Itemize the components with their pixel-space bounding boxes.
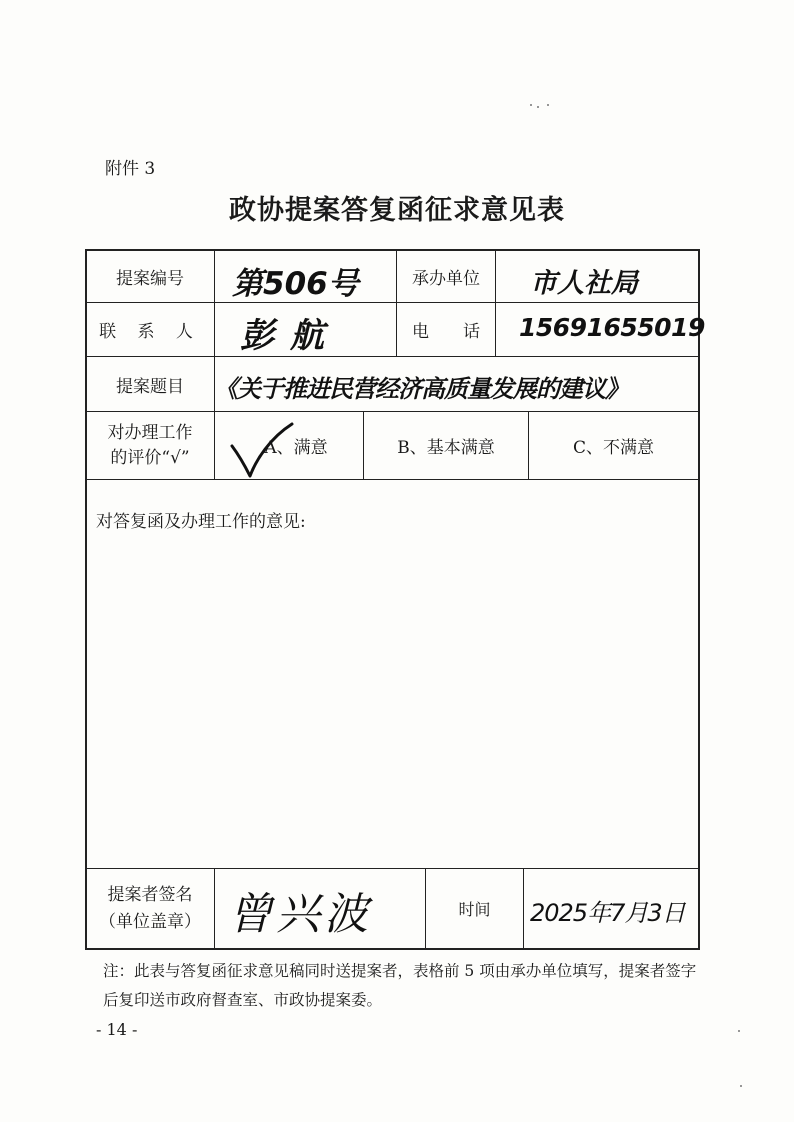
- scan-speck: [530, 104, 532, 106]
- undertaking-unit-label: 承办单位: [412, 268, 480, 289]
- contact-person-label: 联 系 人: [99, 322, 201, 342]
- signer-label-line1: 提案者签名: [107, 884, 193, 905]
- proposal-topic-label: 提案题目: [116, 376, 184, 397]
- attachment-label: 附件 3: [105, 159, 156, 179]
- time-label: 时间: [458, 900, 491, 919]
- evaluation-label-line2: 的评价“√”: [110, 447, 190, 468]
- signer-label-line2: （单位盖章）: [99, 911, 201, 932]
- opinion-text-area[interactable]: [90, 535, 695, 863]
- proposal-number-label: 提案编号: [116, 268, 184, 289]
- proposal-number-value[interactable]: 第506号: [232, 266, 359, 302]
- form-title: 政协提案答复函征求意见表: [229, 195, 565, 226]
- option-basically-satisfied[interactable]: B、基本满意: [397, 438, 495, 458]
- contact-person-value[interactable]: 彭航: [240, 316, 340, 356]
- evaluation-label-line1: 对办理工作: [107, 422, 193, 443]
- evaluation-label: [86, 412, 214, 479]
- page-number: - 14 -: [96, 1020, 138, 1039]
- checkmark-icon: [226, 420, 296, 484]
- signer-signature[interactable]: 曾兴波: [228, 889, 372, 940]
- option-not-satisfied[interactable]: C、不满意: [572, 438, 654, 458]
- scan-speck: [738, 1030, 740, 1032]
- scan-speck: [537, 106, 539, 108]
- phone-value[interactable]: 15691655019: [519, 313, 705, 342]
- scan-speck: [547, 104, 549, 106]
- undertaking-unit-value[interactable]: 市人社局: [530, 268, 638, 299]
- scan-speck: [740, 1085, 742, 1087]
- proposal-topic-value[interactable]: 《关于推进民营经济高质量发展的建议》: [214, 375, 628, 403]
- phone-label: 电 话: [412, 322, 480, 342]
- time-value[interactable]: 2025年7月3日: [530, 899, 685, 927]
- footnote: 注：此表与答复函征求意见稿同时送提案者，表格前 5 项由承办单位填写，提案者签字后复印送市政府督查室、市政协提案委。: [103, 962, 697, 1009]
- opinion-label: 对答复函及办理工作的意见:: [96, 512, 306, 532]
- option-satisfied-label: A、满意: [264, 438, 328, 458]
- signer-label: [86, 869, 214, 948]
